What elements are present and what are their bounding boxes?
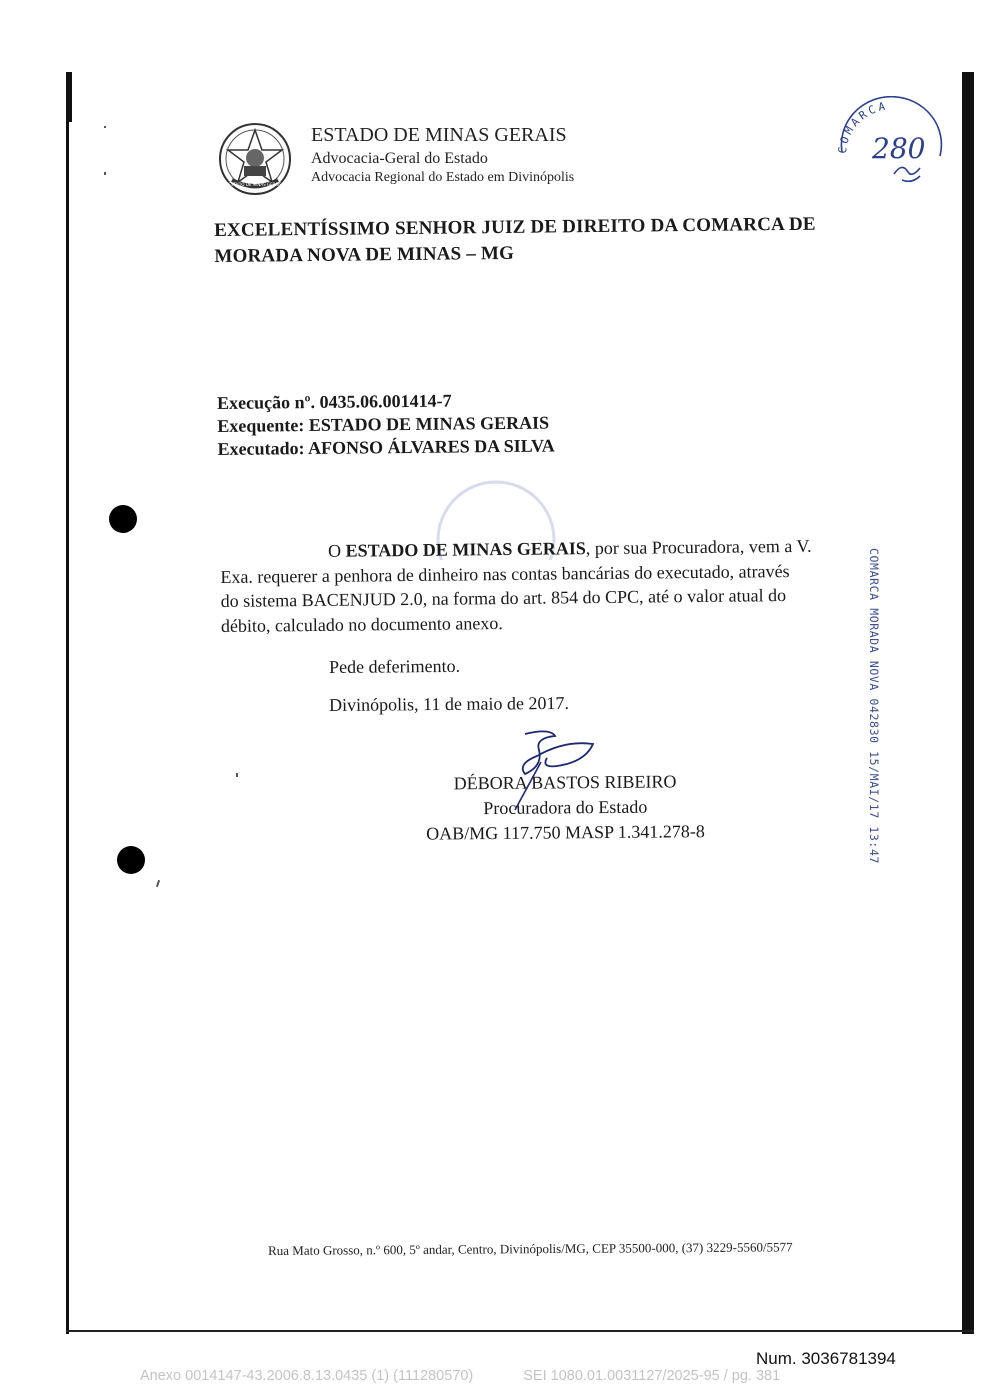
plaintiff-value: ESTADO DE MINAS GERAIS — [308, 412, 550, 436]
defendant-value: AFONSO ÁLVARES DA SILVA — [308, 435, 555, 459]
court-stamp-label: COMARCA — [835, 99, 890, 155]
signatory-title: Procuradora do Estado — [483, 796, 648, 819]
addressee — [214, 211, 915, 270]
addressee-line-1: EXCELENTÍSSIMO SENHOR JUIZ DE DIREITO DA COMARCA DE — [214, 213, 816, 241]
case-number-label: Execução nº. — [217, 391, 316, 413]
scan-speck — [104, 172, 106, 175]
court-stamp-number: 280 — [872, 132, 926, 165]
petition-lead: O — [328, 540, 342, 561]
scan-edge-left — [66, 72, 69, 1334]
petition-body — [220, 533, 907, 638]
case-number-value: 0435.06.001414-7 — [319, 390, 452, 412]
header-regional-office: Advocacia Regional do Estado em Divinópolis — [311, 170, 575, 185]
header-agency: Advocacia-Geral do Estado — [311, 150, 488, 167]
petition-entity: ESTADO DE MINAS GERAIS — [345, 538, 586, 561]
protocol-stamp: COMARCA MORADA NOVA 042830 15/MAI/17 13:47 — [867, 548, 881, 864]
petition-line-4: débito, calculado no documento anexo. — [220, 612, 503, 636]
scan-speck — [104, 126, 106, 128]
state-coat-of-arms-emblem — [218, 122, 292, 196]
addressee-line-2: MORADA NOVA DE MINAS – MG — [214, 242, 515, 267]
scan-speck — [156, 880, 160, 887]
letterhead-footer-address: Rua Mato Grosso, n.º 600, 5º andar, Centro, Divinópolis/MG, CEP 35500-000, (37) 3229-5560/5577 — [268, 1239, 793, 1258]
signatory-registration: OAB/MG 117.750 MASP 1.341.278-8 — [426, 821, 705, 844]
case-information — [217, 388, 555, 461]
defendant-label: Executado: — [217, 438, 305, 459]
petition-line-2: Exa. requerer a penhora de dinheiro nas contas bancárias do executado, através — [220, 560, 790, 587]
court-stamp — [832, 96, 950, 202]
attachment-reference: Anexo 0014147-43.2006.8.13.0435 (1) (111280570) — [140, 1368, 474, 1384]
defendant-row — [217, 434, 554, 461]
header-state-name: ESTADO DE MINAS GERAIS — [311, 124, 567, 146]
closing-request: Pede deferimento. — [329, 655, 461, 677]
sei-reference: SEI 1080.01.0031127/2025-95 / pg. 381 — [523, 1368, 781, 1384]
petition-line-3: do sistema BACENJUD 2.0, na forma do art. 854 do CPC, até o valor atual do — [220, 585, 787, 611]
plaintiff-label: Exequente: — [217, 415, 305, 436]
document-number: Num. 3036781394 — [756, 1349, 896, 1368]
signature-block — [380, 769, 751, 847]
scan-edge-right — [962, 72, 974, 1334]
scan-edge-bottom — [66, 1330, 974, 1332]
closing-place-date: Divinópolis, 11 de maio de 2017. — [329, 692, 569, 715]
attachment-reference-line — [140, 1368, 780, 1384]
signatory-name: DÉBORA BASTOS RIBEIRO — [453, 771, 677, 794]
emblem-ribbon-text: ESTADO DE MINAS GERAIS — [228, 182, 282, 187]
punch-hole-bottom — [117, 846, 145, 874]
scan-edge-left-top — [66, 72, 72, 122]
petition-line-1-rest: , por sua Procuradora, vem a V. — [585, 535, 812, 559]
scan-speck — [236, 773, 238, 777]
punch-hole-top — [109, 505, 137, 533]
